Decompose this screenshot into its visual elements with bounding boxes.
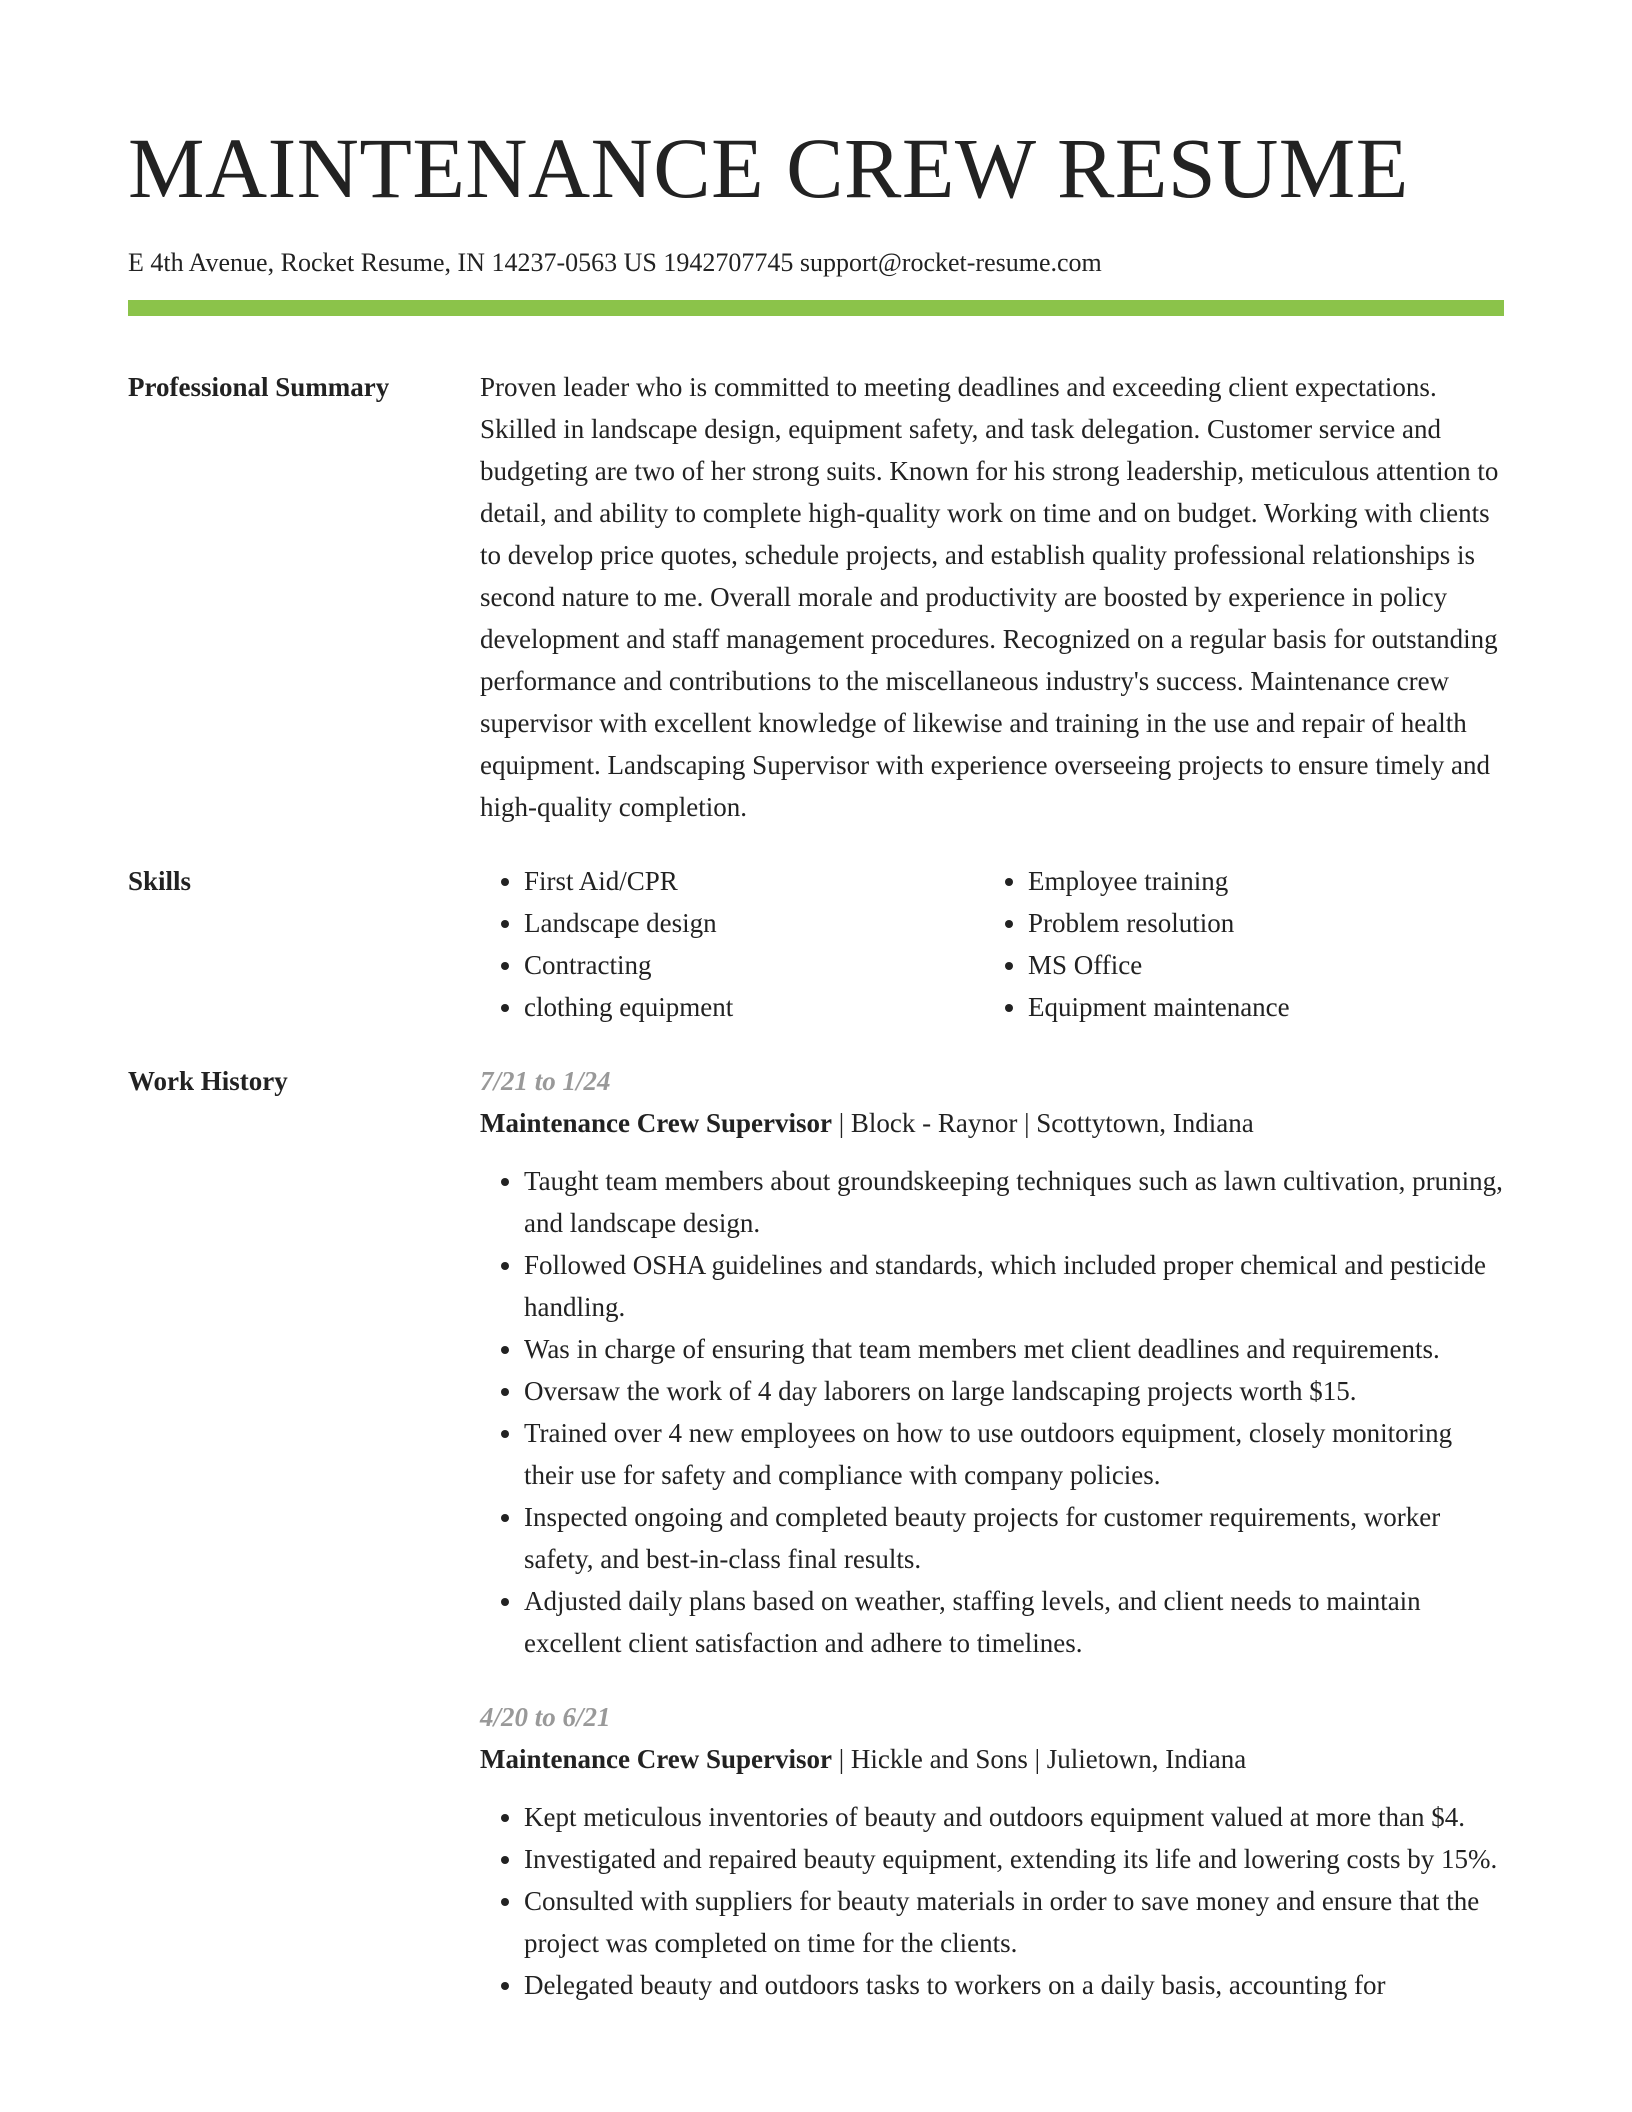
skill-item: • First Aid/CPR — [524, 860, 984, 902]
job-title: Maintenance Crew Supervisor — [480, 1108, 832, 1138]
skill-item: • clothing equipment — [524, 986, 984, 1028]
work-history-body — [480, 1060, 1504, 2006]
job-heading — [480, 1102, 1504, 1144]
summary-text: Proven leader who is committed to meeting deadlines and exceeding client expectations. Skilled in landscape design, equipment safety, and task delegation. Customer service and budgeting are two of her strong suits. Known for his strong leadership, meticulous attention to detail, and ability to complete high-quality work on time and on budget. Working with clients to develop price quotes, schedule projects, and establish quality professional relationships is second nature to me. Overall morale and productivity are boosted by experience in policy development and staff management procedures. Recognized on a regular basis for outstanding performance and contributions to the miscellaneous industry's success. Maintenance crew supervisor with excellent knowledge of likewise and training in the use and repair of health equipment. Landscaping Supervisor with experience overseeing projects to ensure timely and high-quality completion. — [480, 372, 1499, 822]
job-bullet: • Taught team members about groundskeeping techniques such as lawn cultivation, pruning, and landscape design. — [524, 1160, 1504, 1244]
work-history-section — [128, 1060, 1504, 2006]
job-title: Maintenance Crew Supervisor — [480, 1744, 832, 1774]
header-divider — [128, 300, 1504, 316]
resume-page — [128, 0, 1504, 2006]
job-bullet: • Adjusted daily plans based on weather, staffing levels, and client needs to maintain excellent client satisfaction and adhere to timelines. — [524, 1580, 1504, 1664]
skill-item: • Equipment maintenance — [1028, 986, 1504, 1028]
job-bullet: • Trained over 4 new employees on how to use outdoors equipment, closely monitoring their use for safety and compliance with company policies. — [524, 1412, 1504, 1496]
resume-title: MAINTENANCE CREW RESUME — [128, 120, 1409, 216]
job-bullet: • Followed OSHA guidelines and standards, which included proper chemical and pesticide handling. — [524, 1244, 1504, 1328]
job-bullet: • Kept meticulous inventories of beauty and outdoors equipment valued at more than $4. — [524, 1796, 1504, 1838]
job-dates: 7/21 to 1/24 — [480, 1066, 611, 1096]
job-bullet: • Oversaw the work of 4 day laborers on large landscaping projects worth $15. — [524, 1370, 1504, 1412]
skill-item: • Problem resolution — [1028, 902, 1504, 944]
summary-heading: Professional Summary — [128, 372, 390, 402]
job-bullet: • Inspected ongoing and completed beauty projects for customer requirements, worker safety, and best-in-class final results. — [524, 1496, 1504, 1580]
job-bullet: • Investigated and repaired beauty equipment, extending its life and lowering costs by 15%. — [524, 1838, 1504, 1880]
job-entry — [480, 1060, 1504, 1664]
contact-line — [128, 246, 1504, 280]
skill-item: • Landscape design — [524, 902, 984, 944]
skill-item: • Employee training — [1028, 860, 1504, 902]
job-bullet: • Delegated beauty and outdoors tasks to workers on a daily basis, accounting for — [524, 1964, 1504, 2006]
skill-item: • Contracting — [524, 944, 984, 986]
skills-heading: Skills — [128, 866, 192, 896]
job-bullet: • Consulted with suppliers for beauty materials in order to save money and ensure that the project was completed on time for the clients. — [524, 1880, 1504, 1964]
skills-grid — [480, 860, 1504, 1028]
skills-list-right — [984, 860, 1504, 1028]
skills-list-left — [480, 860, 984, 1028]
job-bullet: • Was in charge of ensuring that team members met client deadlines and requirements. — [524, 1328, 1504, 1370]
skill-item: • MS Office — [1028, 944, 1504, 986]
contact-address: E 4th Avenue, Rocket Resume, IN 14237-0563 US — [128, 248, 657, 277]
job-dates: 4/20 to 6/21 — [480, 1702, 611, 1732]
job-company-location: | Hickle and Sons | Julietown, Indiana — [831, 1744, 1247, 1774]
job-entry — [480, 1696, 1504, 2006]
work-history-heading: Work History — [128, 1066, 288, 1096]
skills-section — [128, 860, 1504, 1028]
job-heading — [480, 1738, 1504, 1780]
job-bullets — [480, 1160, 1504, 1664]
job-company-location: | Block - Raynor | Scottytown, Indiana — [831, 1108, 1254, 1138]
contact-email[interactable]: support@rocket-resume.com — [799, 248, 1102, 277]
job-bullets — [480, 1796, 1504, 2006]
contact-phone: 1942707745 — [663, 248, 794, 277]
summary-section — [128, 366, 1504, 828]
